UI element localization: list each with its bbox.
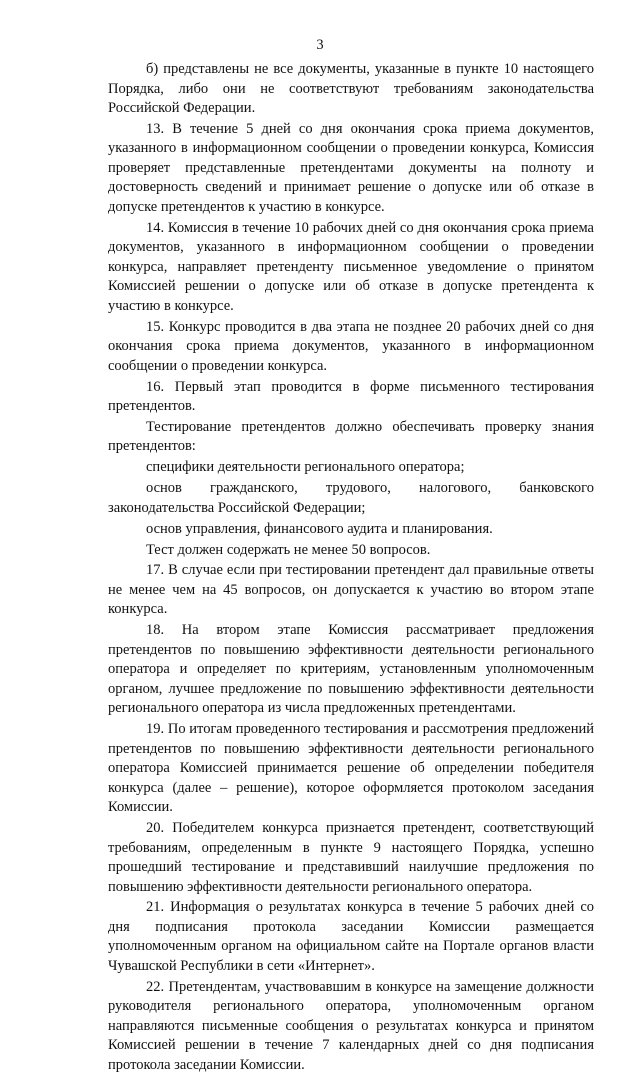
paragraph-13: 13. В течение 5 дней со дня окончания срока приема документов, указанного в информационном сообщении о проведении конкурса, Комиссия проверяет представленные претендентами документы на полноту и достоверность сведений и принимает решение о допуске или об отказе в допуске претендентов к участию в конкурсе.	[108, 120, 594, 215]
list-item-legislation: основ гражданского, трудового, налогового, банковского законодательства Российской Федерации;	[108, 480, 594, 516]
list-item-management: основ управления, финансового аудита и планирования.	[146, 520, 493, 537]
document-body	[108, 60, 594, 1077]
paragraph-17: 17. В случае если при тестировании претендент дал правильные ответы не менее чем на 45 вопросов, он допускается к участию во втором этапе конкурса.	[108, 562, 594, 618]
paragraph-15: 15. Конкурс проводится в два этапа не позднее 20 рабочих дней со дня окончания срока приема документов, указанного в информационном сообщении о проведении конкурса.	[108, 318, 594, 374]
list-item-specifics: специфики деятельности регионального оператора;	[146, 459, 465, 476]
paragraph-test-size: Тест должен содержать не менее 50 вопросов.	[146, 541, 431, 558]
paragraph-12b: б) представлены не все документы, указанные в пункте 10 настоящего Порядка, либо они не соответствуют требованиям законодательства Российской Федерации.	[108, 61, 594, 116]
paragraph-18: 18. На втором этапе Комиссия рассматривает предложения претендентов по повышению эффективности деятельности регионального оператора и определяет по критериям, установленным уполномоченным органом, лучшее предложение по повышению эффективности деятельности регионального оператора из числа предложенных претендентами.	[108, 622, 594, 717]
paragraph-16: 16. Первый этап проводится в форме письменного тестирования претендентов.	[108, 378, 594, 415]
page-number: 3	[316, 37, 324, 53]
paragraph-21: 21. Информация о результатах конкурса в течение 5 рабочих дней со дня подписания протокола заседании Комиссии размещается уполномоченным органом на официальном сайте на Портале органов власти Чувашской Республики в сети «Интернет».	[108, 899, 594, 974]
paragraph-testing: Тестирование претендентов должно обеспечивать проверку знания претендентов:	[108, 418, 594, 455]
paragraph-22: 22. Претендентам, участвовавшим в конкурсе на замещение должности руководителя регионального оператора, уполномоченным органом направляются письменные сообщения о результатах конкурса и принятом Комиссией решении в течение 7 календарных дней со дня подписания протокола заседании Комиссии.	[108, 978, 594, 1073]
paragraph-20: 20. Победителем конкурса признается претендент, соответствующий требованиям, определенным в пункте 9 настоящего Порядка, успешно прошедший тестирование и представивший наилучшие предложения по повышению эффективности деятельности регионального оператора.	[108, 820, 594, 895]
paragraph-14: 14. Комиссия в течение 10 рабочих дней со дня окончания срока приема документов, указанного в информационном сообщении о проведении конкурса, направляет претенденту письменное уведомление о принятом Комиссией решении о допуске или об отказе в допуске претендента к участию в конкурсе.	[108, 219, 594, 314]
paragraph-19: 19. По итогам проведенного тестирования и рассмотрения предложений претендентов по повышению эффективности деятельности регионального оператора Комиссией принимается решение об определении победителя конкурса (далее – решение), которое оформляется протоколом заседания Комиссии.	[108, 721, 594, 816]
